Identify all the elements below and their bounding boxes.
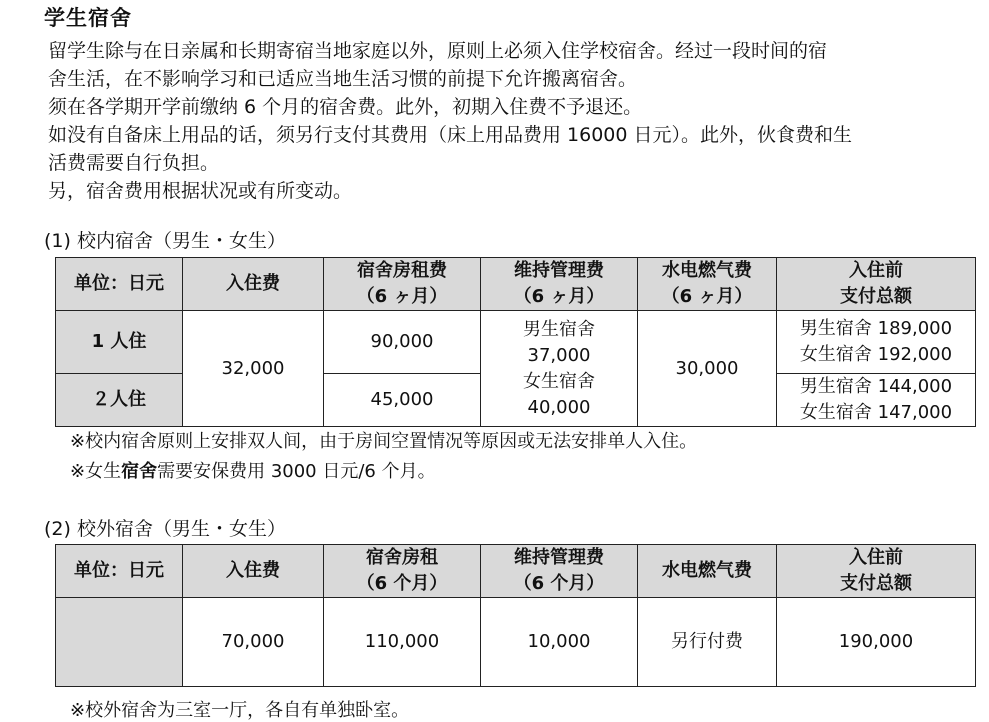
header-rent-period: （6 ヶ月） (356, 286, 448, 307)
row-empty-label (56, 598, 183, 687)
intro-text (48, 37, 978, 205)
section2-heading: (2) 校外宿舍（男生・女生） (44, 518, 286, 540)
intro-line: 如没有自备床上用品的话，须另行支付其费用（床上用品费用 16000 日元）。此外，伙食费和生 (48, 124, 853, 146)
header-rent-period: （6 个月） (356, 573, 448, 594)
header-maintenance (481, 258, 638, 311)
header-total-label: 入住前 (849, 547, 903, 568)
maintenance-male-value: 37,000 (527, 344, 591, 366)
header-total-label: 入住前 (849, 260, 903, 281)
header-total (777, 258, 976, 311)
total-single-cell (777, 311, 976, 374)
header-utilities-label: 水电燃气费 (662, 260, 752, 281)
header-maintenance-label: 维持管理费 (514, 547, 604, 568)
header-entry-fee: 入住费 (183, 545, 324, 598)
offcampus-note: ※校外宿舍为三室一厅，各自有单独卧室。 (70, 700, 410, 721)
header-total (777, 545, 976, 598)
rent-single-cell: 90,000 (324, 311, 481, 374)
total-double-cell (777, 374, 976, 427)
header-utilities: 水电燃气费 (638, 545, 777, 598)
note-text: ※女生 (70, 461, 122, 482)
header-maintenance-label: 维持管理费 (514, 260, 604, 281)
utilities-cell: 30,000 (638, 311, 777, 427)
maintenance-male-label: 男生宿舍 (523, 318, 595, 340)
header-rent (324, 258, 481, 311)
maintenance-cell (481, 311, 638, 427)
oncampus-note-room: ※校内宿舍原则上安排双人间，由于房间空置情况等原因或无法安排单人入住。 (70, 431, 698, 452)
total-cell: 190,000 (777, 598, 976, 687)
rent-double-cell: 45,000 (324, 374, 481, 427)
total-double-male: 男生宿舍 144,000 (799, 376, 953, 397)
entry-fee-cell: 70,000 (183, 598, 324, 687)
header-unit: 单位：日元 (56, 258, 183, 311)
row-double-occupancy: ２人住 (56, 374, 183, 427)
header-total-sub: 支付总额 (840, 573, 912, 594)
total-single-female: 女生宿舍 192,000 (799, 344, 953, 365)
header-unit: 单位：日元 (56, 545, 183, 598)
oncampus-note-security (70, 457, 436, 483)
header-utilities (638, 258, 777, 311)
utilities-cell: 另行付费 (638, 598, 777, 687)
note-text: 需要安保费用 3000 日元/6 个月。 (157, 461, 436, 482)
header-rent-label: 宿舍房租费 (357, 260, 447, 281)
header-maintenance-period: （6 ヶ月） (513, 286, 605, 307)
header-total-sub: 支付总额 (840, 286, 912, 307)
header-entry-fee: 入住费 (183, 258, 324, 311)
maintenance-female-value: 40,000 (527, 396, 591, 418)
intro-line: 须在各学期开学前缴纳 6 个月的宿舍费。此外，初期入住费不予退还。 (48, 96, 643, 118)
header-rent (324, 545, 481, 598)
oncampus-fee-table (55, 257, 976, 427)
header-utilities-period: （6 ヶ月） (661, 286, 753, 307)
intro-line: 另，宿舍费用根据状况或有所变动。 (48, 180, 353, 202)
total-double-female: 女生宿舍 147,000 (799, 402, 953, 423)
intro-line: 留学生除与在日亲属和长期寄宿当地家庭以外，原则上必须入住学校宿舍。经过一段时间的宿 (48, 40, 828, 62)
total-single-male: 男生宿舍 189,000 (799, 318, 953, 339)
header-rent-label: 宿舍房租 (366, 547, 438, 568)
rent-cell: 110,000 (324, 598, 481, 687)
entry-fee-cell: 32,000 (183, 311, 324, 427)
intro-line: 舍生活，在不影响学习和已适应当地生活习惯的前提下允许搬离宿舍。 (48, 68, 638, 90)
note-text-bold: 宿舍 (121, 461, 158, 482)
page-title: 学生宿舍 (44, 6, 132, 30)
intro-line: 活费需要自行负担。 (48, 152, 220, 174)
maintenance-female-label: 女生宿舍 (523, 370, 595, 392)
offcampus-fee-table (55, 544, 976, 687)
row-single-occupancy: 1 人住 (56, 311, 183, 374)
header-maintenance-period: （6 个月） (513, 573, 605, 594)
section1-heading: (1) 校内宿舍（男生・女生） (44, 230, 286, 252)
header-maintenance (481, 545, 638, 598)
maintenance-cell: 10,000 (481, 598, 638, 687)
